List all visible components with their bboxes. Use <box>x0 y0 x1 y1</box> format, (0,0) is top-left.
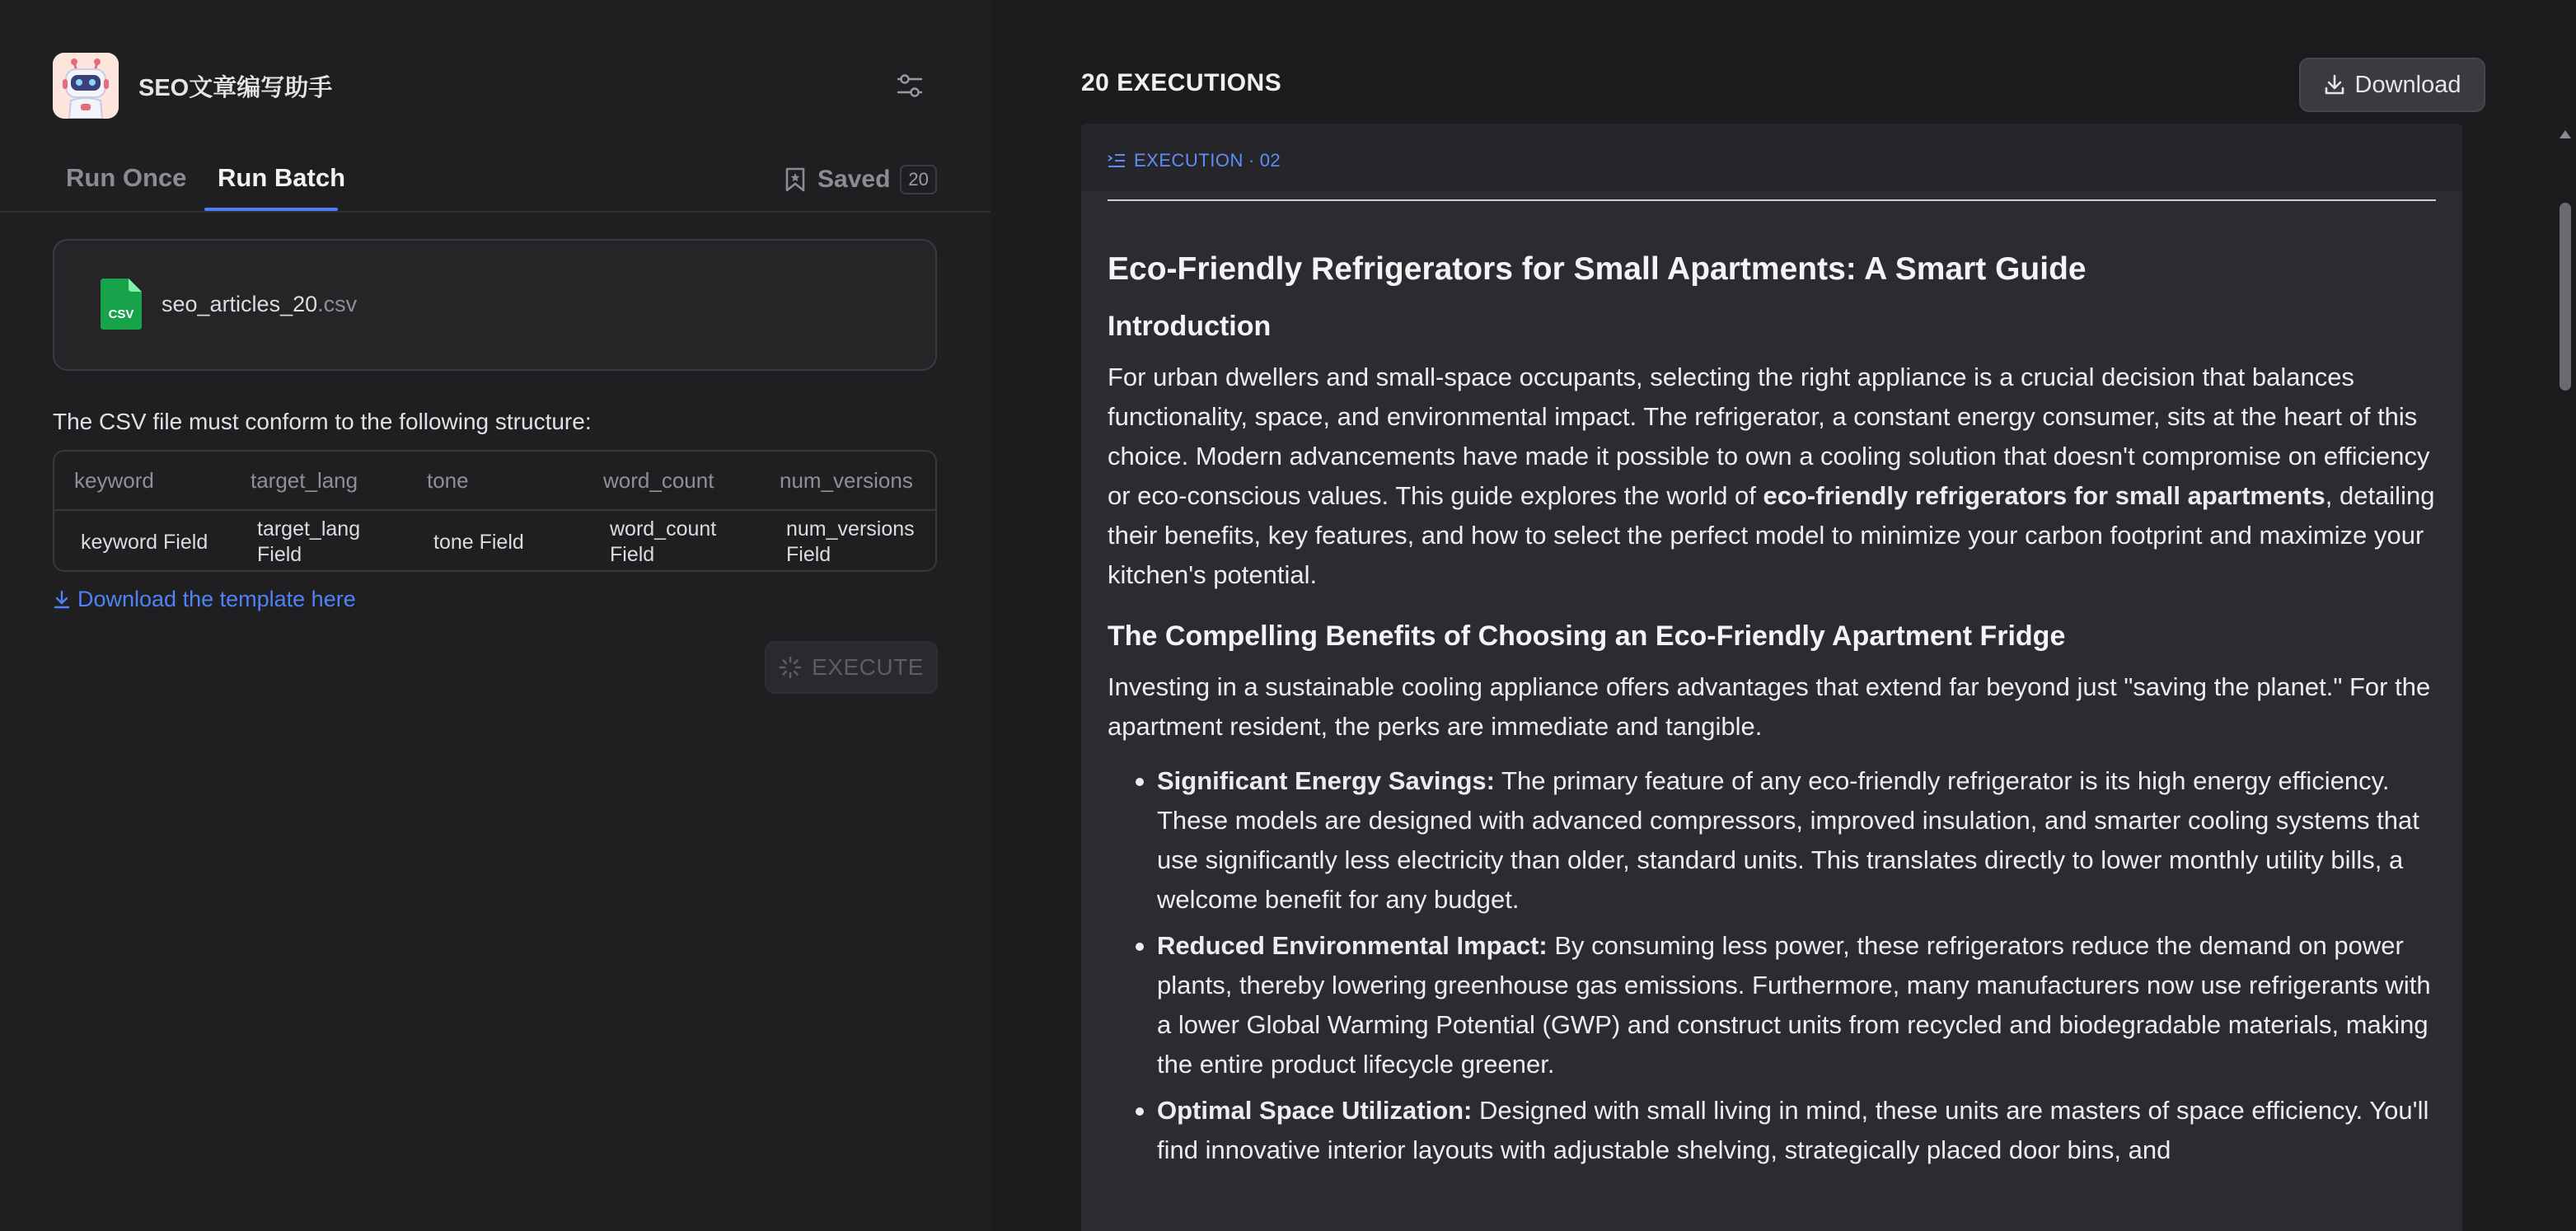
robot-icon <box>53 53 119 119</box>
execution-tag <box>1108 150 1281 171</box>
executions-count-title: 20 EXECUTIONS <box>1081 69 1282 96</box>
table-cell: num_versions Field <box>786 517 915 566</box>
list-item <box>1108 1091 2438 1170</box>
list-item-text: By consuming less power, these refrigerators reduce the demand on power plants, thereby lowering greenhouse gas emissions. Furthermore, many manufacturers now use refrigerants with a lower Global Warming Potential (GWP) and construct units from recycled and biodegradable materials, making the entire product lifecycle greener. <box>1157 931 2431 1079</box>
table-cell: target_lang Field <box>257 517 361 566</box>
execution-tag-prefix: EXECUTION <box>1134 150 1244 171</box>
intro-text-after: , detailing their benefits, key features, and how to select the perfect model to minimize your carbon footprint and maximize your kitchen's potential. <box>1108 481 2435 589</box>
saved-label: Saved <box>817 166 891 193</box>
settings-button[interactable] <box>895 71 925 101</box>
article-content <box>1108 249 2438 1177</box>
csv-file-icon <box>101 278 142 330</box>
intro-paragraph <box>1108 358 2438 595</box>
csv-upload-box[interactable] <box>53 239 937 371</box>
left-panel <box>0 0 991 1231</box>
tab-run-batch[interactable]: Run Batch <box>218 163 345 192</box>
table-header-cell: word_count <box>603 468 714 493</box>
table-cell: tone Field <box>433 530 524 554</box>
download-label: Download <box>2354 71 2461 98</box>
list-item <box>1108 926 2438 1084</box>
list-indent-icon <box>1108 152 1126 169</box>
benefits-paragraph: Investing in a sustainable cooling appliance offers advantages that extend far beyond just "saving the planet." For the apartment resident, the perks are immediate and tangible. <box>1108 672 2431 741</box>
download-template-label: Download the template here <box>77 587 356 611</box>
section-heading-benefits: The Compelling Benefits of Choosing an Eco-Friendly Apartment Fridge <box>1108 620 2066 652</box>
divider <box>1108 199 2436 201</box>
list-item-label: Optimal Space Utilization: <box>1157 1096 1473 1125</box>
table-header-cell: keyword <box>74 468 154 493</box>
execute-label: EXECUTE <box>812 654 924 680</box>
tab-run-once[interactable]: Run Once <box>66 163 187 192</box>
mode-tabs <box>0 148 991 213</box>
file-name <box>162 292 357 317</box>
section-heading-introduction: Introduction <box>1108 311 1272 342</box>
intro-keyword: eco-friendly refrigerators for small apartments <box>1763 481 2325 510</box>
benefits-list <box>1108 761 2438 1170</box>
list-item-label: Reduced Environmental Impact: <box>1157 931 1548 960</box>
saved-count-badge: 20 <box>900 165 936 194</box>
article-title: Eco-Friendly Refrigerators for Small Apartments: A Smart Guide <box>1108 251 2087 287</box>
execution-result-card <box>1081 124 2462 1231</box>
table-cell: word_count Field <box>610 517 717 566</box>
list-item-text: The primary feature of any eco-friendly refrigerator is its high energy efficiency. These models are designed with advanced compressors, improved insulation, and smarter cooling systems that use significantly less electricity than older, standard units. This translates directly to lower monthly utility bills, a welcome benefit for any budget. <box>1157 766 2419 914</box>
table-header-cell: num_versions <box>780 468 913 493</box>
csv-icon-text: CSV <box>108 307 134 321</box>
intro-text-before: For urban dwellers and small-space occupants, selecting the right appliance is a crucial decision that balances functionality, space, and environmental impact. The refrigerator, a constant energy consumer, sits at the heart of this choice. Modern advancements have made it possible to own a cooling solution that doesn't compromise on efficiency or eco-conscious values. This guide explores the world of <box>1108 363 2430 510</box>
bookmark-icon <box>783 166 808 193</box>
csv-structure-table <box>53 450 937 572</box>
scrollbar[interactable] <box>2556 124 2574 1231</box>
download-button[interactable] <box>2299 58 2485 112</box>
execution-tag-number: 02 <box>1259 150 1281 171</box>
file-basename: seo_articles_20 <box>162 292 318 316</box>
table-header-cell: target_lang <box>251 468 358 493</box>
active-tab-indicator <box>204 208 338 211</box>
download-template-link[interactable] <box>53 587 356 612</box>
scroll-thumb[interactable] <box>2560 203 2571 391</box>
execute-button[interactable] <box>765 641 938 694</box>
list-item-label: Significant Energy Savings: <box>1157 766 1495 795</box>
saved-button[interactable] <box>783 163 937 196</box>
table-header-cell: tone <box>427 468 469 493</box>
table-cell: keyword Field <box>81 530 208 554</box>
spinner-icon <box>779 656 802 679</box>
list-item <box>1108 761 2438 920</box>
execution-tag-separator: · <box>1248 150 1255 171</box>
scroll-up-arrow[interactable] <box>2560 130 2571 138</box>
download-icon <box>53 590 71 610</box>
list-item-text: Designed with small living in mind, these units are masters of space efficiency. You'll find innovative interior layouts with adjustable shelving, strategically placed door bins, and <box>1157 1096 2429 1164</box>
download-icon <box>2324 73 2345 96</box>
app-title: SEO文章编写助手 <box>138 75 333 101</box>
app-logo <box>53 53 119 119</box>
sliders-icon <box>895 71 925 101</box>
results-panel <box>991 0 2576 1231</box>
csv-structure-label: The CSV file must conform to the following structure: <box>53 409 592 434</box>
execution-card-header <box>1081 124 2462 191</box>
file-extension: .csv <box>317 292 358 316</box>
